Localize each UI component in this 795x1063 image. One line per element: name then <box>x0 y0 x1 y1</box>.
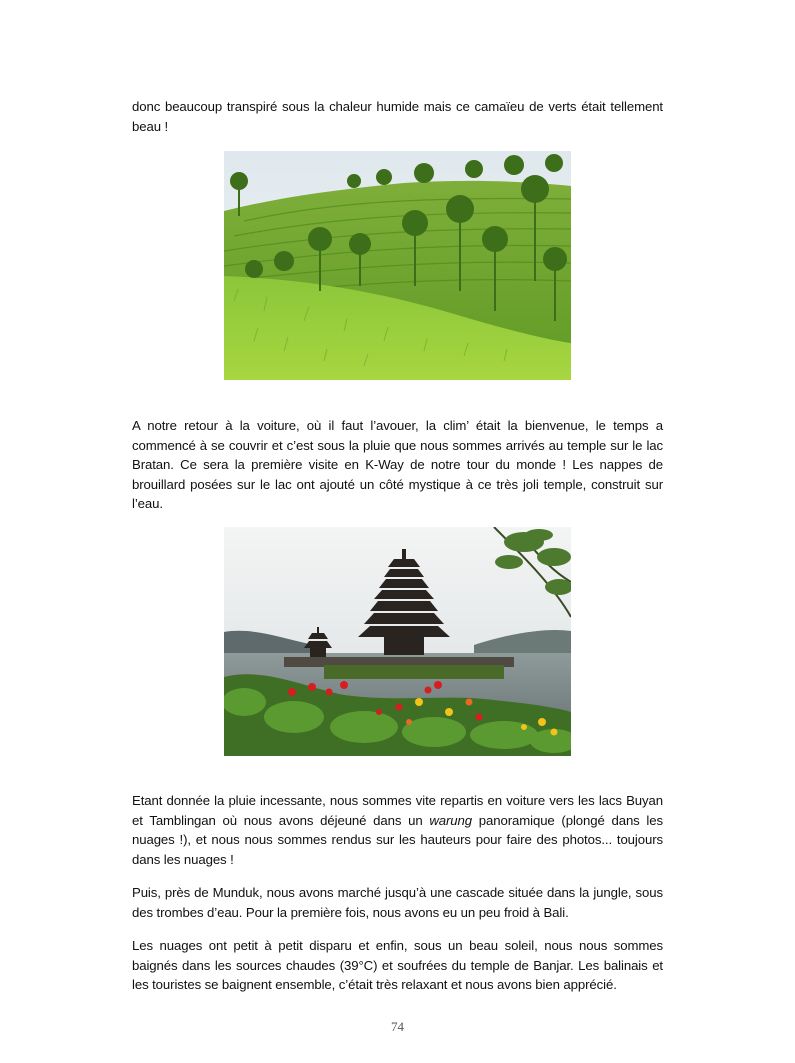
paragraph-lakes-text-start: Etant donnée la pluie incessante, nous sommes vite repartis en voiture vers les lacs Buyan et Tamblingan où nous avons déjeuné dans un <box>132 793 663 828</box>
paragraph-munduk-waterfall: Puis, près de Munduk, nous avons marché jusqu’à une cascade située dans la jungle, sous des trombes d’eau. Pour la première fois, nous avons eu un peu froid à Bali. <box>132 885 663 920</box>
page-number: 74 <box>391 1019 404 1034</box>
paragraph-hot-springs: Les nuages ont petit à petit disparu et enfin, sous un beau soleil, nous nous sommes baignés dans les sources chaudes (39°C) et soufrées du temple de Banjar. Les balinais et les touristes se baignent ensemble, c’était très relaxant et nous avons bien apprécié. <box>132 938 663 993</box>
paragraph-lakes-buyan <box>132 791 663 869</box>
paragraph-lakes-text-end: panoramique (plongé dans les nuages !), et nous nous sommes rendus sur les hauteurs pour faire des photos... toujours dans les nuages ! <box>132 812 663 867</box>
rice-terraces-photo <box>224 151 571 380</box>
lake-temple-photo <box>224 527 571 756</box>
paragraph-temple-bratan: A notre retour à la voiture, où il faut l’avouer, la clim’ était la bienvenue, le temps a commencé à se couvrir et c’est sous la pluie que nous sommes arrivés au temple sur le lac Bratan. Ce sera la première visite en K-Way de notre tour du monde ! Les nappes de brouillard posées sur le lac ont ajouté un côté mystique à ce très joli temple, construit sur l’eau. <box>132 418 663 512</box>
paragraph-rice-heat: donc beaucoup transpiré sous la chaleur humide mais ce camaïeu de verts était tellement beau ! <box>132 99 663 134</box>
warung-term: warung <box>429 812 473 828</box>
